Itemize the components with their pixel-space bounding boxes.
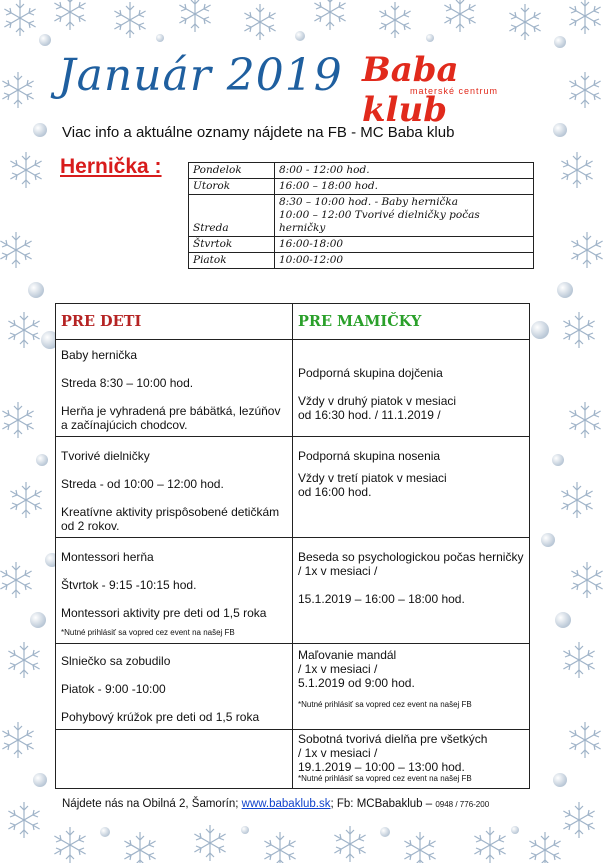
schedule-row: [189, 237, 534, 253]
pre-mamicky-heading: PRE MAMIČKY: [298, 312, 422, 330]
activity-time: Streda - od 10:00 – 12:00 hod.: [61, 477, 224, 491]
schedule-time-line: 10:00 – 12:00 Tvorivé dielničky počas herničky: [279, 209, 480, 234]
activity-title: Baby hernička: [61, 348, 138, 362]
activity-time: Streda 8:30 – 10:00 hod.: [61, 376, 194, 390]
activity-line: / 1x v mesiaci /: [298, 662, 378, 676]
schedule-table: [188, 162, 534, 269]
schedule-day: Piatok: [189, 253, 275, 269]
schedule-time: [275, 195, 534, 237]
schedule-day: Utorok: [189, 179, 275, 195]
schedule-row: [189, 253, 534, 269]
program-cell-kids: [56, 437, 293, 538]
program-cell-moms: [293, 644, 530, 730]
program-row: [56, 644, 530, 730]
program-row: [56, 538, 530, 644]
info-line: Viac info a aktuálne oznamy nájdete na FB - MC Baba klub: [62, 124, 455, 141]
activity-title: Sobotná tvorivá dielňa pre všetkých: [298, 732, 488, 746]
page-title: Január 2019: [58, 50, 343, 101]
activity-line: 15.1.2019 – 16:00 – 18:00 hod.: [298, 592, 465, 606]
program-cell-moms: [293, 340, 530, 437]
activity-line: 5.1.2019 od 9:00 hod.: [298, 676, 415, 690]
activity-title: Montessori herňa: [61, 550, 154, 564]
activity-line: 19.1.2019 – 10:00 – 13:00 hod.: [298, 760, 465, 774]
logo-text: Baba klub: [362, 50, 459, 130]
program-cell-moms: [293, 538, 530, 644]
footer: [62, 798, 489, 810]
schedule-time: 8:00 - 12:00 hod.: [275, 163, 534, 179]
pre-deti-heading: PRE DETI: [61, 312, 142, 330]
activity-time: Štvrtok - 9:15 -10:15 hod.: [61, 578, 197, 592]
logo-subtitle: materské centrum: [410, 86, 499, 96]
program-cell-kids: [56, 538, 293, 644]
program-header-right: [293, 304, 530, 340]
activity-title: Podporná skupina dojčenia: [298, 366, 443, 380]
footer-address: Nájdete nás na Obilná 2, Šamorín;: [62, 798, 242, 810]
program-row: [56, 340, 530, 437]
program-cell-kids: [56, 644, 293, 730]
program-row: [56, 437, 530, 538]
schedule-time: 10:00-12:00: [275, 253, 534, 269]
schedule-day: Štvrtok: [189, 237, 275, 253]
activity-title: Tvorivé dielničky: [61, 449, 150, 463]
activity-line: od 16:00 hod.: [298, 485, 372, 499]
program-cell-kids: [56, 340, 293, 437]
activity-note: *Nutné prihlásiť sa vopred cez event na našej FB: [61, 628, 235, 637]
schedule-time: 16:00 – 18:00 hod.: [275, 179, 534, 195]
schedule-day: Pondelok: [189, 163, 275, 179]
program-cell-moms: [293, 437, 530, 538]
schedule-day: Streda: [189, 195, 275, 237]
activity-line: / 1x v mesiaci /: [298, 746, 378, 760]
baba-klub-logo: [352, 50, 532, 130]
program-cell-kids-empty: [56, 730, 293, 789]
activity-note: *Nutné prihlásiť sa vopred cez event na našej FB: [298, 700, 472, 709]
activity-title: Podporná skupina nosenia: [298, 449, 441, 463]
footer-phone: 0948 / 776-200: [435, 800, 490, 809]
activity-line: Vždy v tretí piatok v mesiaci: [298, 471, 447, 485]
activity-time: Piatok - 9:00 -10:00: [61, 682, 166, 696]
activity-line: Vždy v druhý piatok v mesiaci: [298, 394, 457, 408]
activity-desc: Kreatívne aktivity prispôsobené detičkám od 2 rokov.: [61, 505, 280, 533]
activity-desc: Pohybový krúžok pre deti od 1,5 roka: [61, 710, 260, 724]
activity-note: *Nutné prihlásiť sa vopred cez event na našej FB: [298, 774, 472, 783]
activity-line: od 16:30 hod. / 11.1.2019 /: [298, 408, 441, 422]
schedule-row: [189, 195, 534, 237]
schedule-row: [189, 179, 534, 195]
program-header-left: [56, 304, 293, 340]
footer-fb: ; Fb: MCBabaklub –: [330, 798, 436, 810]
hernicka-heading: Hernička :: [60, 155, 162, 178]
website-link[interactable]: www.babaklub.sk: [241, 798, 331, 810]
activity-desc: Montessori aktivity pre deti od 1,5 roka: [61, 606, 267, 620]
schedule-row: [189, 163, 534, 179]
activity-desc: Herňa je vyhradená pre bábätká, lezúňov a začínajúcich chodcov.: [61, 404, 281, 432]
schedule-time-line: 8:30 – 10:00 hod. - Baby hernička: [279, 196, 459, 208]
activity-title: Maľovanie mandál: [298, 648, 397, 662]
program-row: [56, 730, 530, 789]
schedule-time: 16:00-18:00: [275, 237, 534, 253]
program-header-row: [56, 304, 530, 340]
activity-title: Beseda so psychologickou počas herničky / 1x v mesiaci /: [298, 550, 524, 578]
program-table: [55, 303, 530, 789]
program-cell-moms: [293, 730, 530, 789]
activity-title: Slniečko sa zobudilo: [61, 654, 171, 668]
